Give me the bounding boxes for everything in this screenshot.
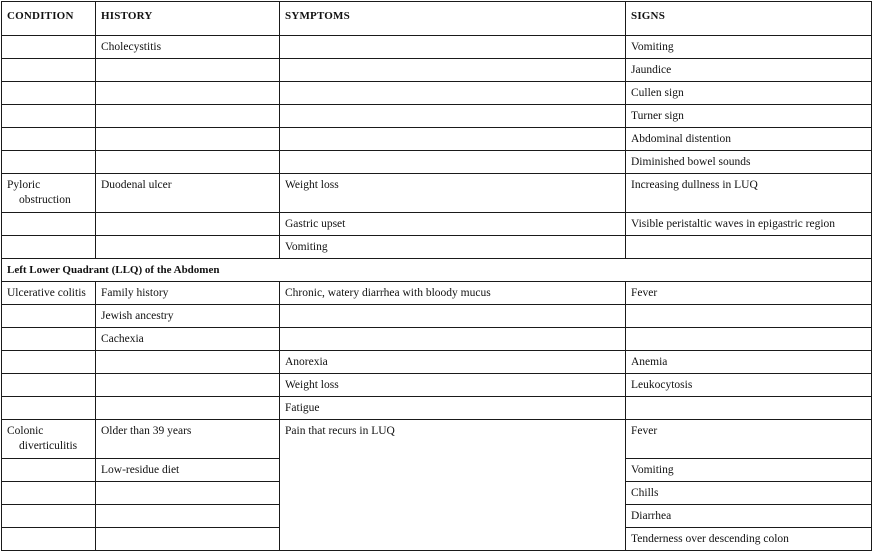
history-cell	[96, 351, 280, 374]
signs-cell	[626, 236, 872, 259]
condition-cell	[2, 420, 96, 459]
condition-cell	[2, 213, 96, 236]
symptoms-cell	[280, 128, 626, 151]
history-cell: Duodenal ulcer	[96, 174, 280, 213]
symptoms-cell: Pain that recurs in LUQ	[280, 420, 626, 551]
condition-line1: Pyloric	[7, 179, 41, 191]
history-cell	[96, 128, 280, 151]
condition-cell	[2, 82, 96, 105]
signs-cell: Leukocytosis	[626, 374, 872, 397]
table-row	[2, 59, 872, 82]
history-cell	[96, 528, 280, 551]
history-cell	[96, 482, 280, 505]
condition-line2: diverticulitis	[19, 440, 78, 452]
symptoms-cell	[280, 328, 626, 351]
symptoms-cell	[280, 105, 626, 128]
signs-cell	[626, 328, 872, 351]
condition-cell	[2, 36, 96, 59]
signs-cell: Cullen sign	[626, 82, 872, 105]
condition-cell	[2, 397, 96, 420]
signs-cell: Turner sign	[626, 105, 872, 128]
symptoms-cell: Fatigue	[280, 397, 626, 420]
condition-cell	[2, 305, 96, 328]
history-cell: Cachexia	[96, 328, 280, 351]
condition-line2: obstruction	[19, 194, 71, 206]
table-row	[2, 36, 872, 59]
table-row	[2, 374, 872, 397]
condition-cell	[2, 236, 96, 259]
condition-line1: Colonic	[7, 425, 44, 437]
table-row-diverticulitis	[2, 420, 872, 459]
history-cell	[96, 213, 280, 236]
signs-cell: Diminished bowel sounds	[626, 151, 872, 174]
table-row	[2, 351, 872, 374]
header-history: HISTORY	[96, 2, 280, 36]
signs-cell: Fever	[626, 420, 872, 459]
signs-cell: Fever	[626, 282, 872, 305]
header-condition: CONDITION	[2, 2, 96, 36]
condition-cell	[2, 59, 96, 82]
symptoms-cell	[280, 305, 626, 328]
symptoms-cell	[280, 82, 626, 105]
history-cell	[96, 105, 280, 128]
signs-cell: Jaundice	[626, 59, 872, 82]
header-row	[2, 2, 872, 36]
table-row	[2, 397, 872, 420]
signs-cell: Vomiting	[626, 459, 872, 482]
signs-cell: Tenderness over descending colon	[626, 528, 872, 551]
header-symptoms: SYMPTOMS	[280, 2, 626, 36]
condition-cell	[2, 128, 96, 151]
table-row	[2, 213, 872, 236]
condition-cell	[2, 528, 96, 551]
table-row	[2, 105, 872, 128]
condition-cell: Ulcerative colitis	[2, 282, 96, 305]
signs-cell: Anemia	[626, 351, 872, 374]
signs-cell	[626, 397, 872, 420]
table-row	[2, 236, 872, 259]
table-row	[2, 328, 872, 351]
symptoms-cell: Chronic, watery diarrhea with bloody mucus	[280, 282, 626, 305]
history-cell: Cholecystitis	[96, 36, 280, 59]
history-cell	[96, 59, 280, 82]
history-cell	[96, 374, 280, 397]
symptoms-cell: Weight loss	[280, 374, 626, 397]
signs-cell: Vomiting	[626, 36, 872, 59]
section-title: Left Lower Quadrant (LLQ) of the Abdomen	[2, 259, 872, 282]
signs-cell: Chills	[626, 482, 872, 505]
section-row	[2, 259, 872, 282]
symptoms-cell: Gastric upset	[280, 213, 626, 236]
symptoms-cell: Weight loss	[280, 174, 626, 213]
condition-cell	[2, 174, 96, 213]
signs-cell	[626, 305, 872, 328]
signs-cell: Visible peristaltic waves in epigastric region	[626, 213, 872, 236]
header-signs: SIGNS	[626, 2, 872, 36]
history-cell: Jewish ancestry	[96, 305, 280, 328]
condition-cell	[2, 482, 96, 505]
condition-cell	[2, 351, 96, 374]
symptoms-cell: Anorexia	[280, 351, 626, 374]
history-cell: Family history	[96, 282, 280, 305]
condition-cell	[2, 328, 96, 351]
symptoms-cell	[280, 151, 626, 174]
symptoms-cell: Vomiting	[280, 236, 626, 259]
table-row	[2, 128, 872, 151]
history-cell	[96, 505, 280, 528]
condition-cell	[2, 374, 96, 397]
history-cell: Older than 39 years	[96, 420, 280, 459]
history-cell: Low-residue diet	[96, 459, 280, 482]
condition-cell	[2, 505, 96, 528]
table-row-pyloric	[2, 174, 872, 213]
signs-cell: Abdominal distention	[626, 128, 872, 151]
table-row	[2, 151, 872, 174]
condition-cell	[2, 459, 96, 482]
history-cell	[96, 151, 280, 174]
symptoms-cell	[280, 36, 626, 59]
history-cell	[96, 82, 280, 105]
table-row	[2, 282, 872, 305]
condition-cell	[2, 151, 96, 174]
clinical-table	[1, 1, 872, 551]
history-cell	[96, 397, 280, 420]
table-row	[2, 82, 872, 105]
table-row	[2, 305, 872, 328]
history-cell	[96, 236, 280, 259]
symptoms-cell	[280, 59, 626, 82]
signs-cell: Diarrhea	[626, 505, 872, 528]
condition-cell	[2, 105, 96, 128]
signs-cell: Increasing dullness in LUQ	[626, 174, 872, 213]
